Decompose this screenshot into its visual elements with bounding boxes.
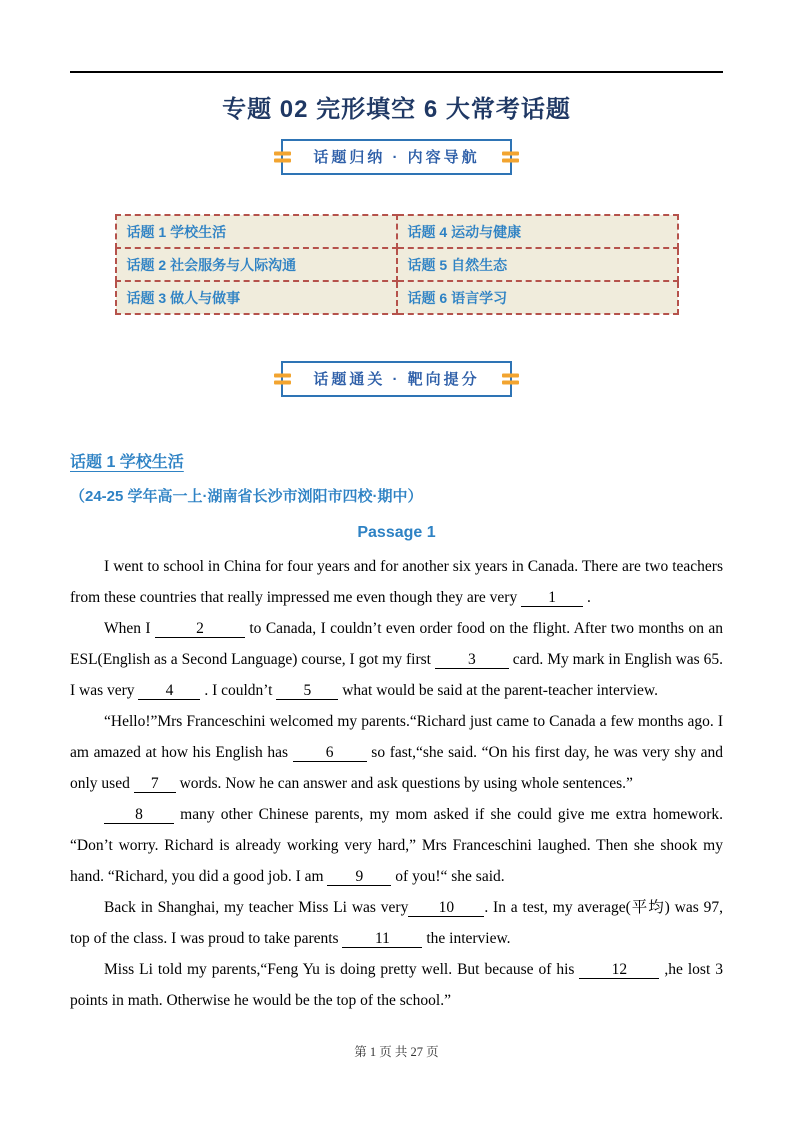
passage-paragraph: I went to school in China for four years and for another six years in Canada. There are two teachers from these countries that really impressed me even though they are very 1 .: [70, 558, 723, 606]
passage-paragraph: Miss Li told my parents,“Feng Yu is doing pretty well. But because of his 12 ,he lost 3 points in math. Otherwise he would be the top of the school.”: [70, 961, 723, 1009]
page-footer: 第 1 页 共 27 页: [354, 1045, 439, 1059]
section-heading: 话题 1 学校生活: [70, 454, 184, 471]
topics-table-row: [116, 248, 678, 281]
cloze-blank-2: 2: [155, 620, 245, 638]
topic-cell: 话题 4 运动与健康: [397, 215, 678, 248]
topics-table: [115, 214, 679, 315]
topic-cell: 话题 1 学校生活: [116, 215, 397, 248]
exam-source: （24-25 学年高一上·湖南省长沙市浏阳市四校·期中）: [70, 488, 423, 505]
passage-paragraph: “Hello!”Mrs Franceschini welcomed my parents.“Richard just came to Canada a few months ago. I am amazed at how his English has 6 so fast,“she said. “On his first day, he was very shy and only used 7 words. Now he can answer and ask questions by using whole sentences.”: [70, 713, 723, 792]
passage-paragraphs: [70, 551, 723, 1016]
orange-bars-icon: [502, 152, 519, 163]
topics-table-body: [116, 215, 678, 314]
passage-title: Passage 1: [357, 524, 436, 541]
cloze-blank-5: 5: [276, 682, 338, 700]
cloze-blank-11: 11: [342, 930, 422, 948]
topic-cell: 话题 5 自然生态: [397, 248, 678, 281]
cloze-blank-6: 6: [293, 744, 367, 762]
banner-topic-practice: [281, 361, 511, 397]
banner-topic-summary: [281, 139, 511, 175]
cloze-blank-1: 1: [521, 589, 583, 607]
topic-cell: 话题 2 社会服务与人际沟通: [116, 248, 397, 281]
passage-paragraph: Back in Shanghai, my teacher Miss Li was very 10 . In a test, my average(平均) was 97, top of the class. I was proud to take parents 11 the interview.: [70, 899, 723, 947]
topics-table-row: [116, 215, 678, 248]
passage-paragraph: 8 many other Chinese parents, my mom asked if she could give me extra homework. “Don’t worry. Richard is already working very hard,” Mrs Franceschini laughed. Then she shook my hand. “Richard, you did a good job. I am 9 of you!“ she said.: [70, 806, 723, 885]
cloze-blank-7: 7: [134, 775, 176, 793]
orange-bars-icon: [502, 374, 519, 385]
cloze-blank-4: 4: [138, 682, 200, 700]
header-rule: [70, 71, 723, 73]
page-title: 专题 02 完形填空 6 大常考话题: [222, 96, 571, 123]
passage-paragraph: When I 2 to Canada, I couldn’t even order food on the flight. After two months on an ESL(English as a Second Language) course, I got my first 3 card. My mark in English was 65. I was very 4 . I couldn’t 5 what would be said at the parent-teacher interview.: [70, 620, 723, 699]
orange-bars-icon: [274, 152, 291, 163]
banner-topic-practice-label: 话题通关 · 靶向提分: [313, 371, 480, 388]
topic-cell: 话题 3 做人与做事: [116, 281, 397, 314]
topic-cell: 话题 6 语言学习: [397, 281, 678, 314]
cloze-blank-9: 9: [327, 868, 391, 886]
orange-bars-icon: [274, 374, 291, 385]
topics-table-row: [116, 281, 678, 314]
cloze-blank-10: 10: [408, 899, 484, 917]
cloze-blank-8: 8: [104, 806, 174, 824]
banner-topic-summary-label: 话题归纳 · 内容导航: [313, 149, 480, 166]
cloze-blank-3: 3: [435, 651, 509, 669]
cloze-blank-12: 12: [579, 961, 659, 979]
